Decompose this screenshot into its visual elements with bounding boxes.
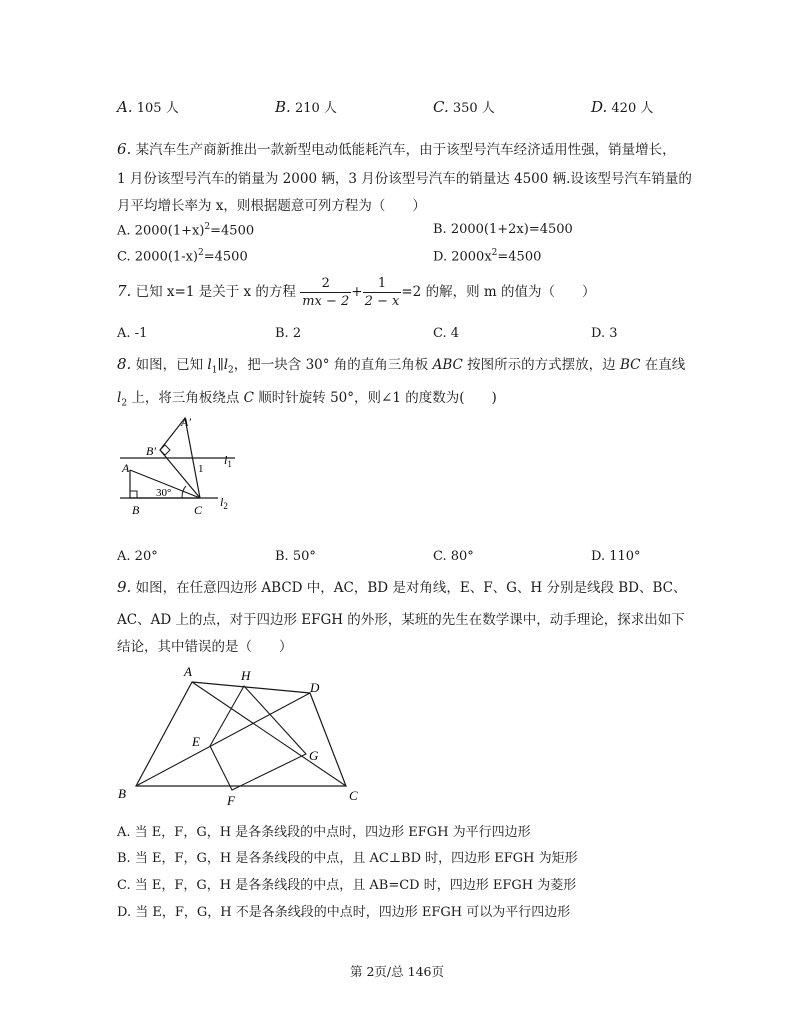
point-c: C [243, 390, 254, 406]
question-text: =2 的解，则 m 的值为（ ） [401, 284, 596, 300]
q7-option-d [591, 326, 618, 341]
q6-line2: 1 月份该型号汽车的销量为 2000 辆，3 月份该型号汽车的销量达 4500 辆.设该型号汽车销量的 [117, 171, 692, 187]
quadrilateral-efgh [210, 686, 306, 790]
label-l1-letter: l [224, 453, 228, 467]
label-l2 [220, 495, 228, 511]
option-letter: B. [433, 222, 447, 237]
label-b-prime: B′ [146, 444, 156, 458]
question-text: 某汽车生产商新推出一款新型电动低能耗汽车，由于该型号汽车经济适用性强，销量增长， [135, 142, 676, 158]
option-letter: B. [117, 851, 131, 866]
option-text: 210 人 [294, 101, 337, 116]
q8-option-a [117, 549, 158, 564]
question-number: 7. [117, 282, 132, 300]
label-l1-sub: 1 [227, 459, 232, 469]
fraction-2 [363, 275, 402, 310]
label-a: A [122, 461, 130, 475]
line-l2: l [117, 390, 122, 406]
option-text: 3 [609, 326, 618, 341]
option-letter: A. [117, 825, 131, 840]
label-angle-30: 30° [156, 487, 172, 499]
label-a: A [184, 664, 192, 679]
q8-line2 [117, 386, 497, 409]
question-text: 按图所示的方式摆放，边 [462, 357, 620, 373]
q5-option-d [591, 97, 653, 116]
line-l2: l [223, 357, 229, 373]
label-b: B [118, 786, 126, 801]
right-angle-mark [130, 491, 137, 498]
question-text: 上，将三角板绕点 [127, 390, 244, 406]
superscript: 2 [198, 248, 204, 258]
q8-line1 [117, 353, 685, 376]
q8-option-b [275, 549, 316, 564]
option-letter: C. [117, 878, 131, 893]
option-text: 当 E，F，G，H 是各条线段的中点，且 AC⊥BD 时，四边形 EFGH 为矩形 [134, 851, 578, 866]
label-angle-1: 1 [198, 463, 204, 475]
option-letter: B. [275, 549, 289, 564]
label-d: D [310, 680, 320, 695]
q6-option-a [117, 222, 254, 238]
question-number: 6. [117, 140, 132, 158]
question-text: ，把一块含 30° 角的直角三角板 [233, 357, 433, 373]
q6-line1 [117, 138, 676, 158]
option-letter: D. [591, 549, 606, 564]
q7-option-b [275, 326, 301, 341]
option-text: 50° [292, 549, 316, 564]
option-letter: D. [591, 326, 606, 341]
option-letter: D. [433, 249, 448, 265]
option-text: =4500 [210, 223, 255, 239]
q9-option-a [117, 821, 531, 840]
option-text: -1 [134, 326, 148, 341]
option-text: 2000x [451, 249, 492, 265]
q6-option-c [117, 248, 248, 264]
superscript: 2 [491, 248, 498, 258]
option-text: 350 人 [452, 101, 495, 116]
option-text: 420 人 [611, 101, 654, 116]
option-text: 2 [292, 326, 302, 341]
option-text: 当 E，F，G，H 不是各条线段的中点时，四边形 EFGH 可以为平行四边形 [135, 905, 571, 920]
fraction-denominator: mx − 2 [302, 294, 350, 309]
fraction-1 [300, 275, 351, 310]
label-b: B [132, 503, 140, 517]
q6-option-b [433, 222, 573, 237]
question-text: 如图，在任意四边形 ABCD 中，AC，BD 是对角线，E、F、G、H 分别是线段 BD、BC、 [135, 580, 687, 596]
question-number: 9. [117, 578, 132, 596]
label-l2-letter: l [220, 495, 224, 509]
option-text: 110° [609, 549, 641, 564]
option-text: 80° [450, 549, 474, 564]
label-g: G [309, 748, 319, 763]
option-text: 2000(1-x) [134, 249, 198, 265]
q8-option-c [433, 549, 474, 564]
line-l1: l [207, 357, 212, 373]
label-f: F [227, 793, 235, 808]
label-c: C [349, 788, 358, 803]
label-h: H [241, 668, 251, 683]
q5-option-c [433, 97, 495, 116]
option-letter: C. [433, 98, 449, 116]
fraction-denominator: 2 − x [364, 294, 400, 309]
option-text: 20° [134, 549, 158, 564]
q9-line2: AC、AD 上的点，对于四边形 EFGH 的外形，某班的先生在数学课中，动手理论，探求出如下 [117, 612, 685, 628]
q7-option-c [433, 326, 459, 341]
option-text: 4 [450, 326, 460, 341]
plus-sign: + [351, 284, 363, 300]
option-letter: A. [117, 549, 131, 564]
label-e: E [192, 734, 200, 749]
q8-option-d [591, 549, 641, 564]
option-text: 当 E，F，G，H 是各条线段的中点时，四边形 EFGH 为平行四边形 [134, 825, 531, 840]
page-footer: 第 2页/总 146页 [350, 964, 444, 979]
label-l2-sub: 2 [223, 501, 228, 511]
label-l1 [224, 453, 232, 469]
subscript: 2 [228, 365, 234, 376]
option-text: =4500 [497, 249, 542, 265]
q6-option-d [433, 248, 541, 264]
option-letter: D. [117, 905, 132, 920]
option-letter: C. [433, 326, 447, 341]
fraction-numerator: 2 [300, 275, 351, 293]
option-letter: B. [275, 326, 289, 341]
label-a-prime: A′ [181, 415, 191, 429]
q9-option-d [117, 901, 570, 920]
label-c: C [194, 503, 203, 517]
q9-line1 [117, 576, 687, 596]
q9-option-b [117, 847, 578, 866]
fraction-numerator: 1 [363, 275, 402, 293]
option-text: =4500 [203, 249, 248, 265]
option-text: 2000(1+2x)=4500 [450, 222, 573, 237]
question-text: 如图，已知 [135, 357, 208, 373]
question-number: 8. [117, 355, 132, 373]
q9-option-c [117, 874, 576, 893]
q9-figure [110, 658, 370, 808]
quadrilateral-abcd [136, 682, 346, 786]
option-text: 105 人 [136, 101, 179, 116]
q7-option-a [117, 326, 147, 341]
q7-stem [117, 275, 595, 310]
question-text: 顺时针旋转 50°，则∠1 的度数为( ) [254, 390, 497, 406]
q6-line3: 月平均增长率为 x，则根据题意可列方程为（ ） [117, 198, 426, 214]
option-letter: C. [433, 549, 447, 564]
parallel-symbol: ∥ [217, 357, 224, 373]
question-text: 在直线 [640, 357, 686, 373]
question-text: 已知 x=1 是关于 x 的方程 [135, 284, 296, 300]
q5-option-a [117, 97, 179, 116]
q9-line3: 结论，其中错误的是（ ） [117, 639, 293, 655]
right-angle-mark-rotated [160, 445, 170, 455]
option-letter: C. [117, 249, 131, 265]
q5-option-b [275, 97, 337, 116]
q8-figure [110, 410, 250, 525]
diagonal-ac [192, 682, 346, 786]
option-text: 当 E，F，G，H 是各条线段的中点，且 AB=CD 时，四边形 EFGH 为菱形 [134, 878, 577, 893]
subscript: 2 [121, 398, 128, 409]
option-letter: A. [117, 98, 133, 116]
option-text: 2000(1+x) [134, 223, 205, 239]
option-letter: D. [591, 98, 608, 116]
subscript: 1 [211, 365, 218, 376]
superscript: 2 [204, 222, 211, 232]
option-letter: B. [275, 98, 291, 116]
triangle-abc: ABC [432, 357, 463, 373]
option-letter: A. [117, 223, 131, 239]
side-bc: BC [619, 357, 641, 373]
option-letter: A. [117, 326, 131, 341]
